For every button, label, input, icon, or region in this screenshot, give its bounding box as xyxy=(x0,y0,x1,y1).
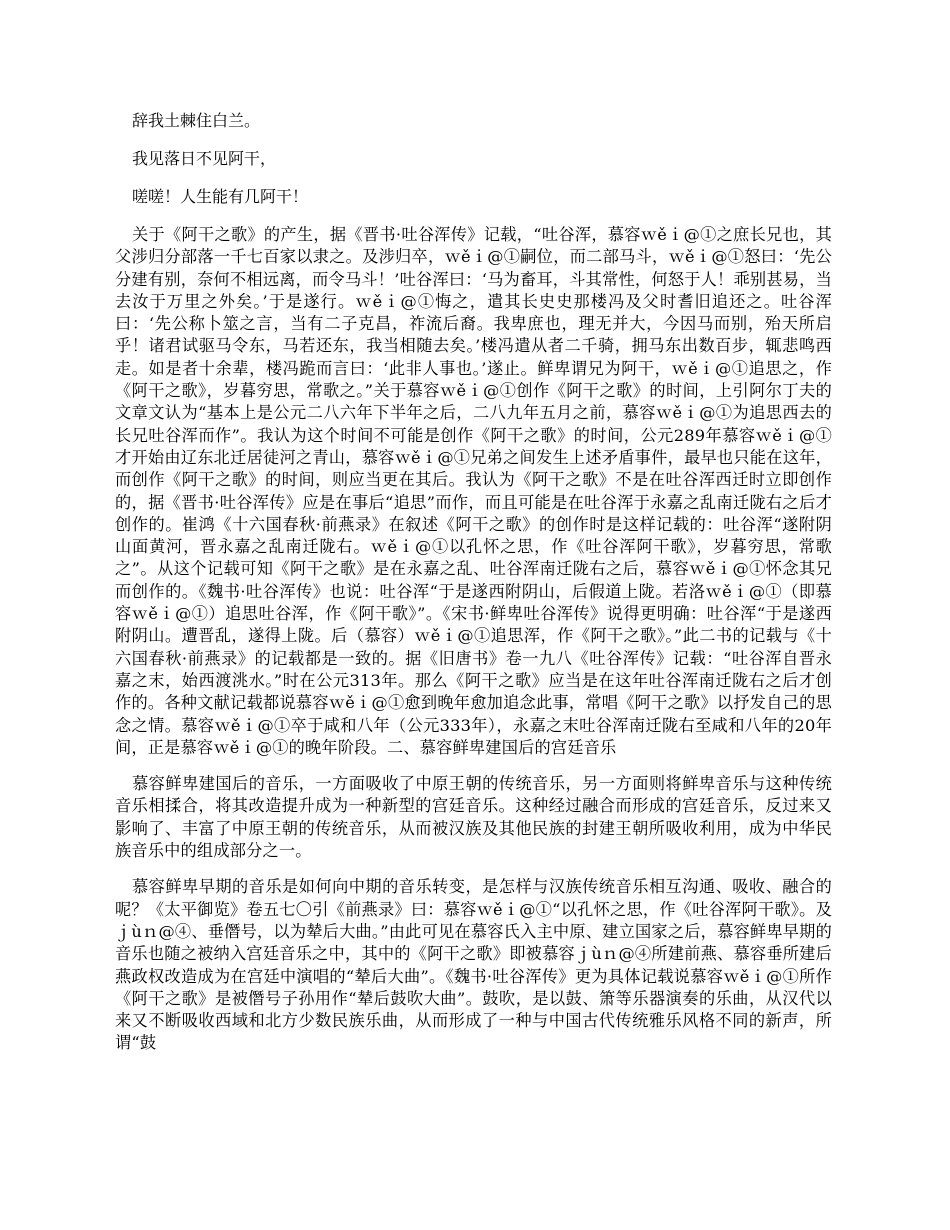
body-paragraph: 慕容鲜卑早期的音乐是如何向中期的音乐转变，是怎样与汉族传统音乐相互沟通、吸收、融合的呢？《太平御览》卷五七〇引《前燕录》曰：慕容ｗěｉ@①“以孔怀之思，作《吐谷浑阿干歌》。及ｊùｎ@④、垂僭号，以为辇后大曲。”由此可见在慕容氏入主中原、建立国家之后，慕容鲜卑早期的音乐也随之被纳入宫廷音乐之中，其中的《阿干之歌》即被慕容ｊùｎ@④所建前燕、慕容垂所建后燕政权改造成为在宫廷中演唱的“辇后大曲”。《魏书·吐谷浑传》更为具体记载说慕容ｗěｉ@①所作《阿干之歌》是被僭号子孙用作“辇后鼓吹大曲”。鼓吹，是以鼓、箫等乐器演奏的乐曲，从汉代以来又不断吸收西域和北方少数民族乐曲，从而形成了一种与中国古代传统雅乐风格不同的新声，所谓“鼓 xyxy=(115,877,832,1053)
verse-line: 我见落日不见阿干， xyxy=(132,149,277,168)
body-paragraph: 慕容鲜卑建国后的音乐，一方面吸收了中原王朝的传统音乐，另一方面则将鲜卑音乐与这种传统音乐相揉合，将其改造提升成为一种新型的宫廷音乐。这种经过融合而形成的宫廷音乐，反过来又影响了、丰富了中原王朝的传统音乐，从而被汉族及其他民族的封建王朝所吸收利用，成为中华民族音乐中的组成部分之一。 xyxy=(115,774,832,861)
verse-line: 嗟嗟！人生能有几阿干！ xyxy=(132,187,309,206)
body-paragraph: 关于《阿干之歌》的产生，据《晋书·吐谷浑传》记载，“吐谷浑，慕容ｗěｉ@①之庶长兄也，其父涉归分部落一千七百家以隶之。及涉归卒，ｗěｉ@①嗣位，而二部马斗，ｗěｉ@①怒曰：‘先公分建有别，奈何不相远离，而令马斗！’吐谷浑曰：‘马为畜耳，斗其常性，何怒于人！乖别甚易，当去汝于万里之外矣。’于是遂行。ｗěｉ@①悔之，遣其长史史那楼冯及父时耆旧追还之。吐谷浑曰：‘先公称卜筮之言，当有二子克昌，祚流后裔。我卑庶也，理无并大，今因马而别，殆天所启乎！诸君试驱马令东，马若还东，我当相随去矣。’楼冯遣从者二千骑，拥马东出数百步，辄悲鸣西走。如是者十余辈，楼冯跪而言曰：‘此非人事也。’遂止。鲜卑谓兄为阿干，ｗěｉ@①追思之，作《阿干之歌》，岁暮穷思，常歌之。”关于慕容ｗěｉ@①创作《阿干之歌》的时间，上引阿尔丁夫的文章文认为“基本上是公元二八六年下半年之后，二八九年五月之前，慕容ｗěｉ@①为追思西去的长兄吐谷浑而作”。我认为这个时间不可能是创作《阿干之歌》的时间，公元289年慕容ｗěｉ@①才开始由辽东北迁居徒河之青山，慕容ｗěｉ@①兄弟之间发生上述矛盾事件，最早也只能在这年，而创作《阿干之歌》的时间，则应当更在其后。我认为《阿干之歌》不是在吐谷浑西迁时立即创作的，据《晋书·吐谷浑传》应是在事后“追思”而作，而且可能是在吐谷浑于永嘉之乱南迁陇右之后才创作的。崔鸿《十六国春秋·前燕录》在叙述《阿干之歌》的创作时是这样记载的：吐谷浑“遂附阴山面黄河，晋永嘉之乱南迁陇右。ｗěｉ@①以孔怀之思，作《吐谷浑阿干歌》，岁暮穷思，常歌之”。从这个记载可知《阿干之歌》是在永嘉之乱、吐谷浑南迁陇右之后，慕容ｗěｉ@①怀念其兄而创作的。《魏书·吐谷浑传》也说：吐谷浑“于是遂西附阴山，后假道上陇。若洛ｗěｉ@①（即慕容ｗěｉ@①）追思吐谷浑，作《阿干歌》”。《宋书·鲜卑吐谷浑传》说得更明确：吐谷浑“于是遂西附阴山。遭晋乱，遂得上陇。后（慕容）ｗěｉ@①追思浑，作《阿干之歌》。”此二书的记载与《十六国春秋·前燕录》的记载都是一致的。据《旧唐书》卷一九八《吐谷浑传》记载：“吐谷浑自晋永嘉之末，始西渡洮水。”时在公元313年。那么《阿干之歌》应当是在这年吐谷浑南迁陇右之后才创作的。各种文献记载都说慕容ｗěｉ@①愈到晚年愈加追念此事，常唱《阿干之歌》以抒发自己的思念之情。慕容ｗěｉ@①卒于咸和八年（公元333年），永嘉之末吐谷浑南迁陇右至咸和八年的20年间，正是慕容ｗěｉ@①的晚年阶段。二、慕容鲜卑建国后的宫廷音乐 xyxy=(115,225,832,757)
verse-line: 辞我土棘住白兰。 xyxy=(132,111,261,130)
